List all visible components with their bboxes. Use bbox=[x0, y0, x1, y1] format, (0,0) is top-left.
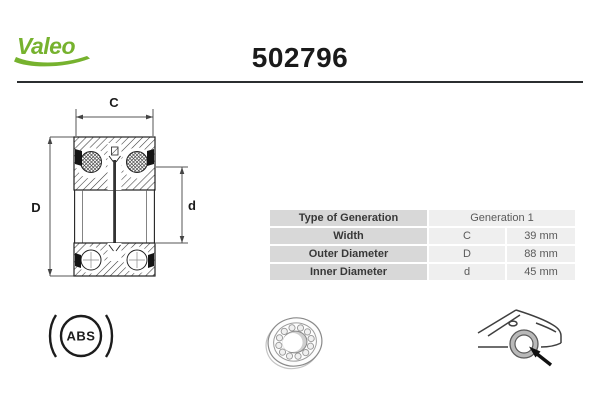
spec-table bbox=[270, 210, 575, 280]
header-divider bbox=[17, 81, 583, 83]
dimension-d-outer bbox=[31, 137, 74, 276]
spec-label: Inner Diameter bbox=[270, 264, 427, 280]
spec-symbol: C bbox=[429, 228, 505, 244]
spec-label: Outer Diameter bbox=[270, 246, 427, 262]
dimension-c bbox=[76, 95, 153, 136]
abs-icon-label: ABS bbox=[66, 328, 96, 344]
abs-icon bbox=[45, 306, 117, 368]
spec-value: 88 mm bbox=[507, 246, 575, 262]
dimension-label-d-inner: d bbox=[188, 198, 196, 213]
car-front-wheel-icon bbox=[476, 303, 594, 375]
part-number: 502796 bbox=[251, 42, 349, 73]
bearing-bottom-section bbox=[74, 243, 155, 276]
spec-value: Generation 1 bbox=[429, 210, 575, 226]
brand-text: Valeo bbox=[17, 33, 76, 59]
spec-symbol: D bbox=[429, 246, 505, 262]
spec-symbol: d bbox=[429, 264, 505, 280]
spec-value: 39 mm bbox=[507, 228, 575, 244]
spec-value: 45 mm bbox=[507, 264, 575, 280]
dimension-label-d-outer: D bbox=[31, 200, 41, 215]
dimension-d-inner bbox=[156, 167, 196, 243]
spec-label: Width bbox=[270, 228, 427, 244]
dimension-label-c: C bbox=[109, 95, 119, 110]
spec-label: Type of Generation bbox=[270, 210, 427, 226]
bearing-cross-section-diagram bbox=[25, 92, 215, 302]
bearing-photo-icon bbox=[257, 310, 337, 378]
